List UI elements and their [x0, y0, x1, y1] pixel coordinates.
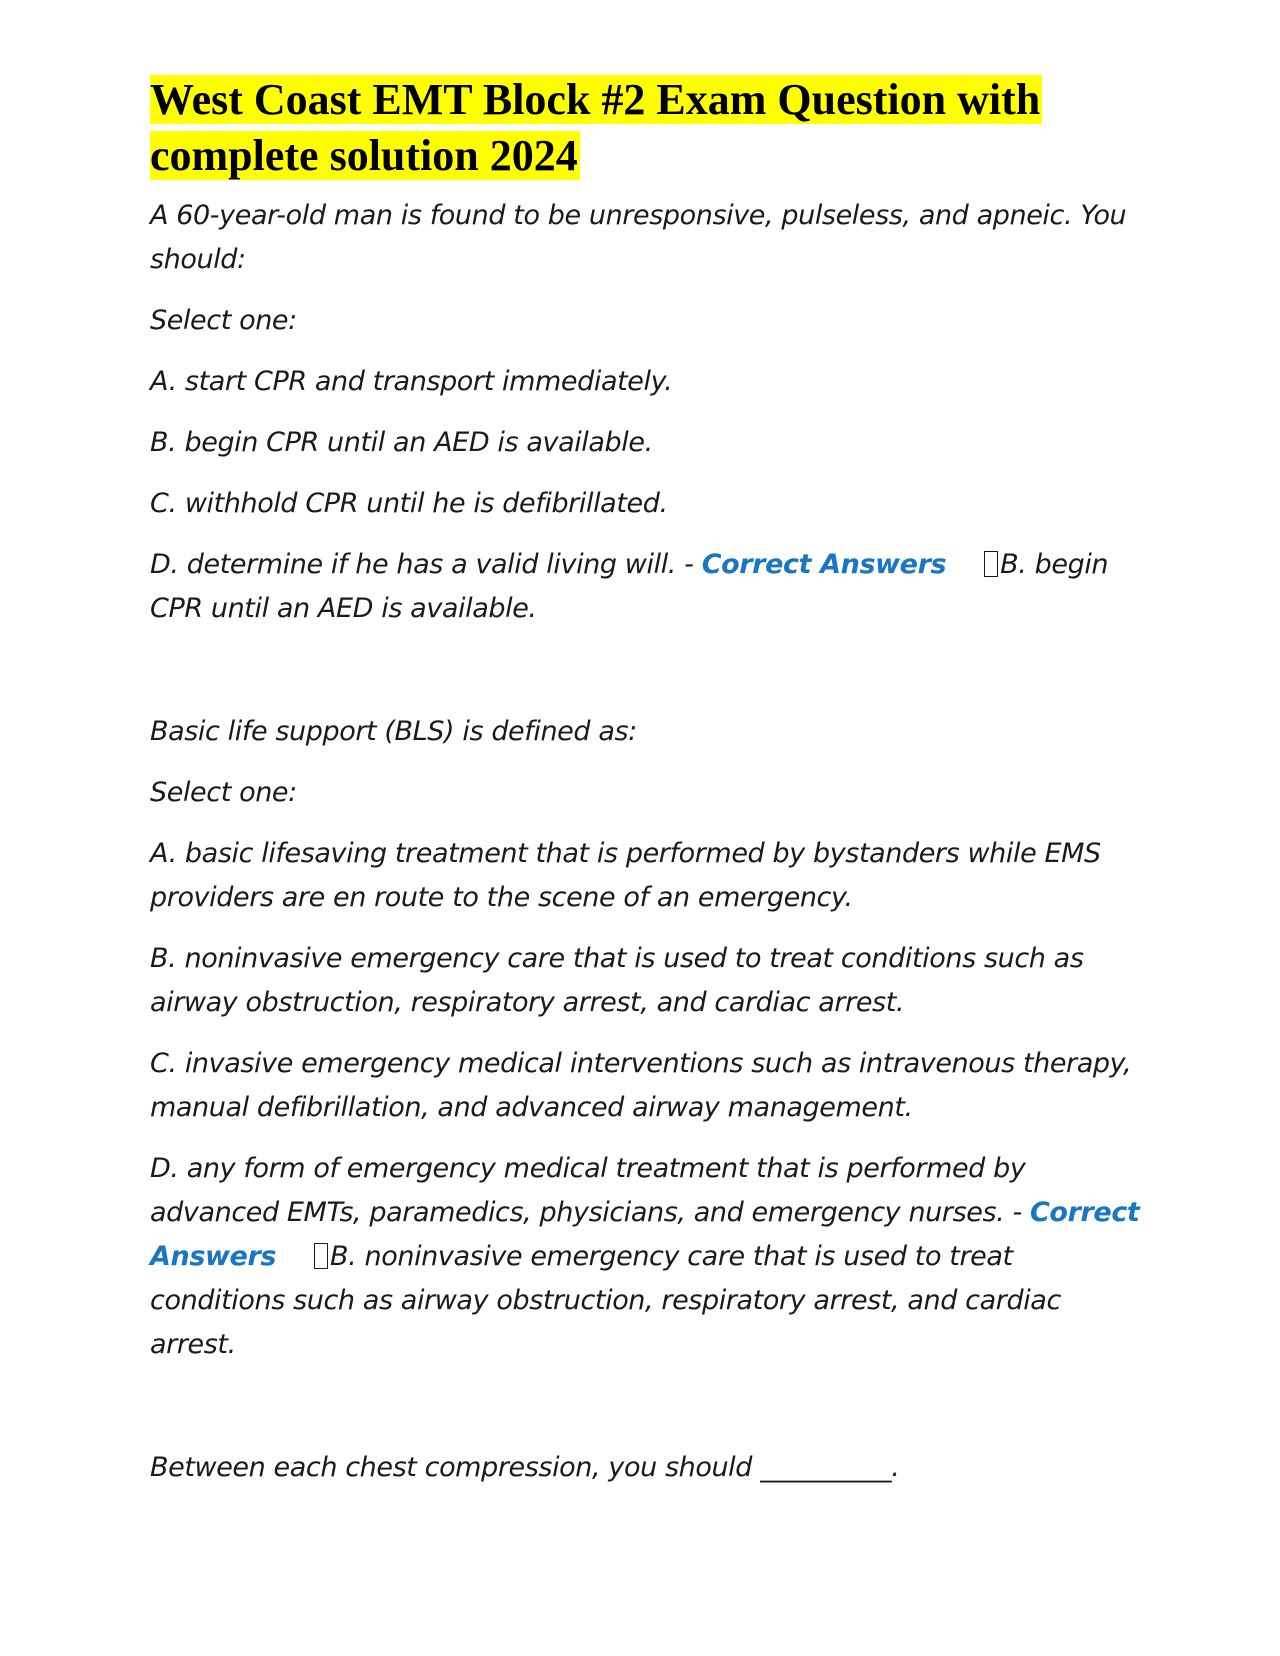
document-content	[150, 72, 1140, 1507]
question-2-select-label: Select one:	[150, 777, 297, 808]
question-1-answer: B. begin CPR until an AED is available.	[150, 549, 1109, 624]
question-1-select-label: Select one:	[150, 305, 297, 336]
question-1-option-b: B. begin CPR until an AED is available.	[150, 427, 653, 458]
question-1-option-d-with-answer	[150, 543, 1140, 631]
title-highlight: West Coast EMT Block #2 Exam Question with complete solution 2024	[150, 75, 1041, 180]
question-2-option-d: D. any form of emergency medical treatment that is performed by advanced EMTs, paramedics, physicians, and emergency nurses. -	[150, 1153, 1026, 1228]
question-2-option-c: C. invasive emergency medical interventions such as intravenous therapy, manual defibrillation, and advanced airway management.	[150, 1048, 1132, 1123]
question-2-option-d-with-answer	[150, 1147, 1140, 1367]
question-1-prompt: A 60-year-old man is found to be unresponsive, pulseless, and apneic. You should:	[150, 200, 1127, 275]
correct-answers-label: Correct Answers	[701, 549, 947, 580]
question-2-option-a: A. basic lifesaving treatment that is performed by bystanders while EMS providers are en route to the scene of an emergency.	[150, 838, 1101, 913]
question-spacer	[150, 1384, 1140, 1446]
question-1-option-c: C. withhold CPR until he is defibrillated.	[150, 488, 668, 519]
missing-glyph-box-icon	[314, 1243, 328, 1269]
document-title	[150, 72, 1140, 184]
question-3-prompt: Between each chest compression, you should __________.	[150, 1452, 900, 1483]
question-2-option-b: B. noninvasive emergency care that is used to treat conditions such as airway obstruction, respiratory arrest, and cardiac arrest.	[150, 943, 1084, 1018]
question-1-option-d: D. determine if he has a valid living will. -	[150, 549, 694, 580]
correct-answers-label: Correct Answers	[150, 1197, 1140, 1272]
question-2-prompt: Basic life support (BLS) is defined as:	[150, 716, 637, 747]
missing-glyph-box-icon	[984, 551, 998, 577]
question-spacer	[150, 648, 1140, 710]
question-1-option-a: A. start CPR and transport immediately.	[150, 366, 673, 397]
question-2-answer: B. noninvasive emergency care that is used to treat conditions such as airway obstruction, respiratory arrest, and cardiac arrest.	[150, 1241, 1061, 1360]
